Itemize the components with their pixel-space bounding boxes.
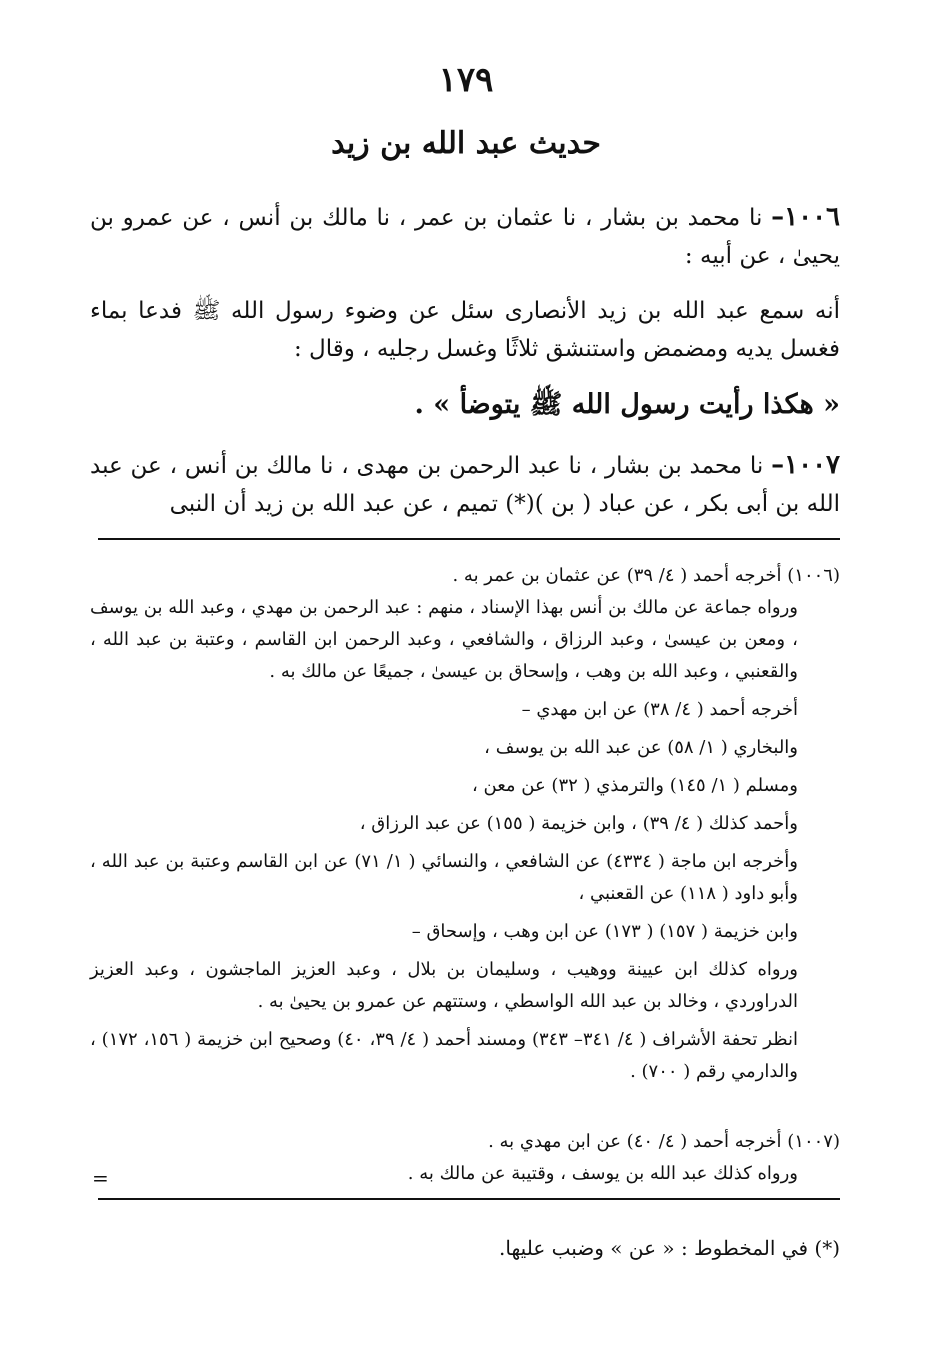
footnote-line: ومسلم ( ١/ ١٤٥) والترمذي ( ٣٢) عن معن ، <box>471 775 798 796</box>
footnote-line: انظر تحفة الأشراف ( ٤/ ٣٤١– ٣٤٣) ومسند أحمد ( ٤/ ٣٩، ٤٠) وصحيح ابن خزيمة ( ١٥٦، ١٧٢) ، والدارمي رقم ( ٧٠٠) . <box>90 1029 798 1082</box>
hadith-1006 <box>90 198 840 275</box>
footnote-divider <box>98 1198 840 1200</box>
hadith-1006-quote: « هكذا رأيت رسول الله ﷺ يتوضأ » . <box>414 389 840 420</box>
chapter-title: حديث عبد الله بن زيد <box>331 126 601 161</box>
page-number: ١٧٩ <box>438 60 494 100</box>
hadith-1006-isnad <box>90 198 840 275</box>
footnote-line: ورواه كذلك ابن عيينة ووهيب ، وسليمان بن بلال ، وعبد العزيز الماجشون ، وعبد العزيز الدراوردي ، وخالد بن عبد الله الواسطي ، وستتهم عن عمرو بن يحيىٰ به . <box>90 959 798 1012</box>
hadith-1007-isnad <box>90 446 840 523</box>
asterisk-note: (*) في المخطوط : « عن » وضبب عليها. <box>499 1236 840 1260</box>
footnote-line: وأحمد كذلك ( ٤/ ٣٩) ، وابن خزيمة ( ١٥٥) عن عبد الرزاق ، <box>359 813 798 834</box>
footnote-line: ورواه جماعة عن مالك بن أنس بهذا الإسناد ، منهم : عبد الرحمن بن مهدي ، وعبد الله بن يوسف ، ومعن بن عيسىٰ ، وعبد الرزاق ، والشافعي ، وعبد الرحمن ابن القاسم ، وعتبة بن عبد الله ، والقعنبي ، وعبد الله بن وهب ، وإسحاق بن عيسىٰ ، جميعًا عن مالك به . <box>90 597 798 682</box>
footnote-line: (١٠٠٧) أخرجه أحمد ( ٤/ ٤٠) عن ابن مهدي به . <box>488 1131 840 1152</box>
footnote-line: أخرجه أحمد ( ٤/ ٣٨) عن ابن مهدي – <box>521 699 798 720</box>
continuation-mark: = <box>92 1166 109 1190</box>
hadith-1006-matn: أنه سمع عبد الله بن زيد الأنصارى سئل عن وضوء رسول الله ﷺ فدعا بماء فغسل يديه ومضمض واستنشق ثلاثًا وغسل رجليه ، وقال : <box>90 298 840 362</box>
hadith-1006-quote-block <box>90 386 840 425</box>
footnote-line: ورواه كذلك عبد الله بن يوسف ، وقتيبة عن مالك به . <box>407 1163 798 1184</box>
footnote-line: (١٠٠٦) أخرجه أحمد ( ٤/ ٣٩) عن عثمان بن عمر به . <box>452 565 840 586</box>
footnote-divider <box>98 538 840 540</box>
hadith-number: ١٠٠٦– <box>771 202 840 232</box>
footnote-1007 <box>90 1126 840 1190</box>
hadith-1006-matn-block <box>90 292 840 368</box>
hadith-number: ١٠٠٧– <box>771 450 840 480</box>
hadith-1007 <box>90 446 840 523</box>
footnote-line: والبخاري ( ١/ ٥٨) عن عبد الله بن يوسف ، <box>484 737 798 758</box>
footnote-line: وابن خزيمة ( ١٥٧) ( ١٧٣) عن ابن وهب ، وإسحاق – <box>411 921 798 942</box>
footnote-line: وأخرجه ابن ماجة ( ٤٣٣٤) عن الشافعي ، والنسائي ( ١/ ٧١) عن ابن القاسم وعتبة بن عبد الله ، وأبو داود ( ١١٨) عن القعنبي ، <box>90 851 798 904</box>
isnad-text: نا محمد بن بشار ، نا عبد الرحمن بن مهدى ، نا مالك بن أنس ، عن عبد الله بن أبى بكر ، عن عباد ( بن )(*) تميم ، عن عبد الله بن زيد أن النبى <box>90 453 840 517</box>
footnote-1006 <box>90 560 840 1088</box>
isnad-text: نا محمد بن بشار ، نا عثمان بن عمر ، نا مالك بن أنس ، عن عمرو بن يحيىٰ ، عن أبيه : <box>90 205 840 269</box>
